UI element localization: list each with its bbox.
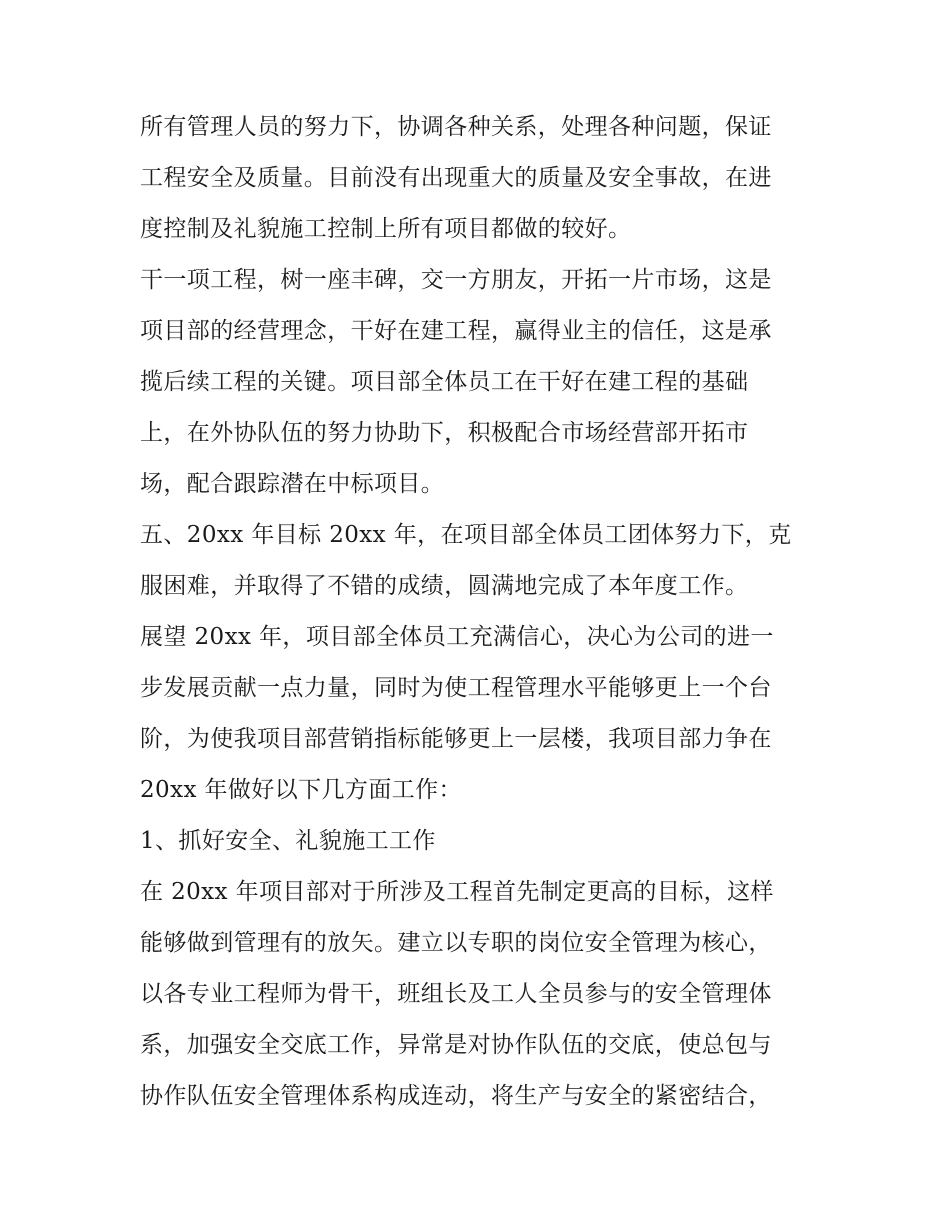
text-line: 上，在外协队伍的努力协助下，积极配合市场经营部开拓市 bbox=[140, 420, 749, 446]
text-line: 步发展贡献一点力量，同时为使工程管理水平能够更上一个台 bbox=[140, 675, 772, 701]
text-line: 20xx 年做好以下几方面工作： bbox=[140, 777, 462, 803]
document-body bbox=[140, 102, 812, 1122]
text-line: 1、抓好安全、礼貌施工工作 bbox=[140, 828, 436, 854]
text-line: 度控制及礼貌施工控制上所有项目都做的较好。 bbox=[140, 216, 632, 242]
text-line: 揽后续工程的关键。项目部全体员工在干好在建工程的基础 bbox=[140, 369, 749, 395]
text-line: 五、20xx 年目标 20xx 年，在项目部全体员工团体努力下，克 bbox=[140, 522, 792, 548]
text-line: 工程安全及质量。目前没有出现重大的质量及安全事故，在进 bbox=[140, 165, 772, 191]
text-line: 所有管理人员的努力下，协调各种关系，处理各种问题，保证 bbox=[140, 114, 772, 140]
text-line: 能够做到管理有的放矢。建立以专职的岗位安全管理为核心， bbox=[140, 930, 772, 956]
text-line: 系，加强安全交底工作，异常是对协作队伍的交底，使总包与 bbox=[140, 1032, 772, 1058]
text-line: 阶，为使我项目部营销指标能够更上一层楼，我项目部力争在 bbox=[140, 726, 772, 752]
text-line: 展望 20xx 年，项目部全体员工充满信心，决心为公司的进一 bbox=[140, 624, 774, 650]
text-line: 场，配合跟踪潜在中标项目。 bbox=[140, 471, 445, 497]
text-line: 项目部的经营理念，干好在建工程，赢得业主的信任，这是承 bbox=[140, 318, 772, 344]
text-line: 以各专业工程师为骨干，班组长及工人全员参与的安全管理体 bbox=[140, 981, 772, 1007]
text-line: 协作队伍安全管理体系构成连动，将生产与安全的紧密结合， bbox=[140, 1083, 772, 1109]
text-line: 在 20xx 年项目部对于所涉及工程首先制定更高的目标，这样 bbox=[140, 879, 774, 905]
text-line: 干一项工程，树一座丰碑，交一方朋友，开拓一片市场，这是 bbox=[140, 267, 772, 293]
text-line: 服困难，并取得了不错的成绩，圆满地完成了本年度工作。 bbox=[140, 573, 749, 599]
